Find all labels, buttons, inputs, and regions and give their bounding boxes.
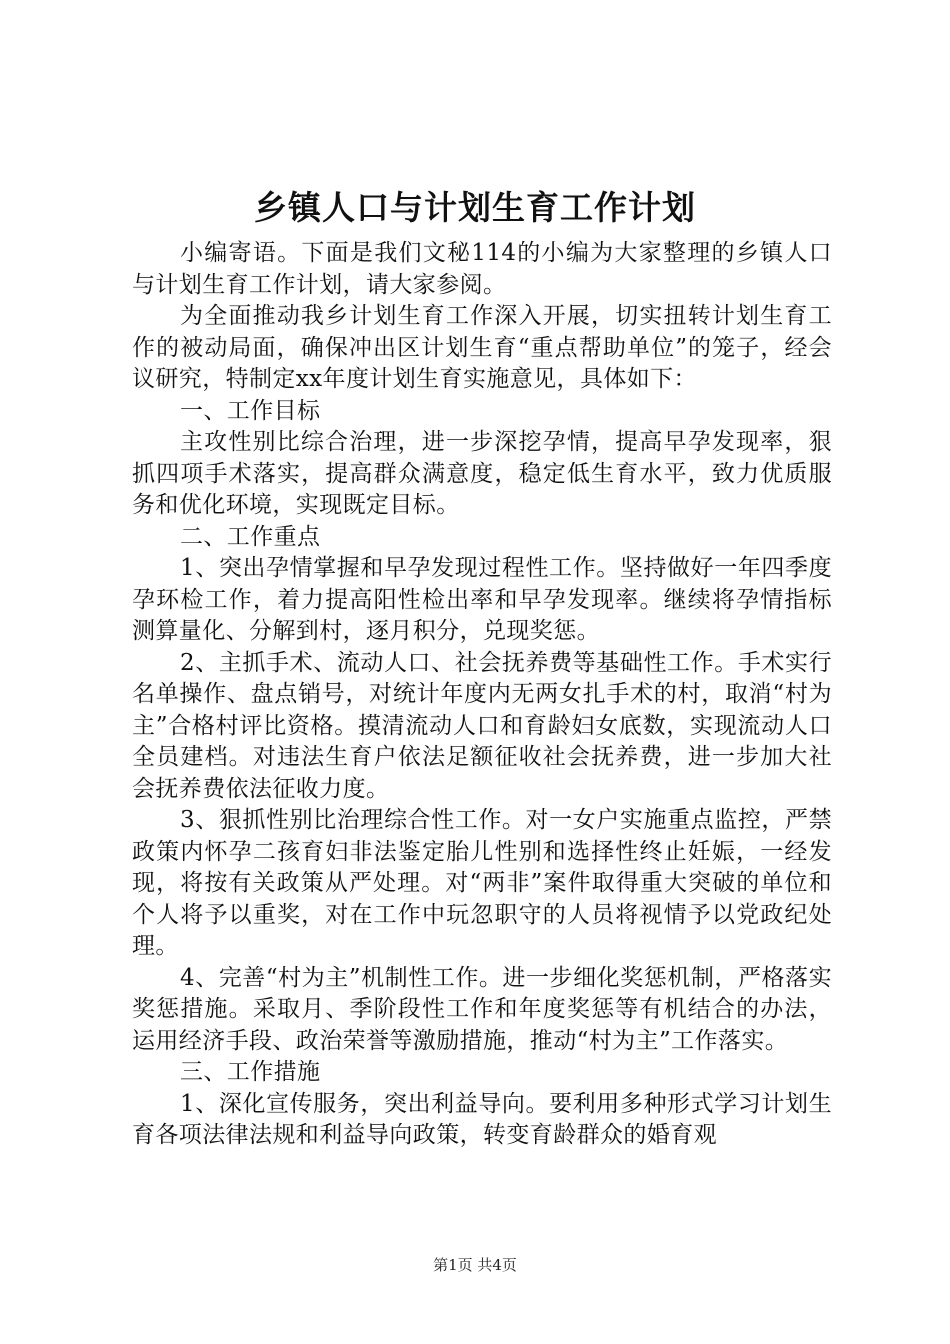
paragraph-priority-4: 4、完善“村为主”机制性工作。进一步细化奖惩机制，严格落实奖惩措施。采取月、季阶段性工作和年度奖惩等有机结合的办法，运用经济手段、政治荣誉等激励措施，推动“村为主”工作落实。 [132, 964, 832, 1054]
page-footer: 第1页 共4页 [433, 1256, 517, 1274]
paragraph-priority-2: 2、主抓手术、流动人口、社会抚养费等基础性工作。手术实行名单操作、盘点销号，对统计年度内无两女扎手术的村，取消“村为主”合格村评比资格。摸清流动人口和育龄妇女底数，实现流动人口全员建档。对违法生育户依法足额征收社会抚养费，进一步加大社会抚养费依法征收力度。 [132, 649, 832, 802]
section-heading-goals: 一、工作目标 [180, 397, 321, 424]
document-title: 乡镇人口与计划生育工作计划 [254, 188, 696, 227]
paragraph-measure-1: 1、深化宣传服务，突出利益导向。要利用多种形式学习计划生育各项法律法规和利益导向政策，转变育龄群众的婚育观 [132, 1090, 832, 1148]
document-body [132, 238, 832, 1152]
section-heading-measures: 三、工作措施 [180, 1059, 321, 1085]
section-heading-priorities: 二、工作重点 [180, 523, 321, 550]
paragraph-priority-1: 1、突出孕情掌握和早孕发现过程性工作。坚持做好一年四季度孕环检工作，着力提高阳性检出率和早孕发现率。继续将孕情指标测算量化、分解到村，逐月积分，兑现奖惩。 [132, 555, 832, 644]
paragraph-purpose: 为全面推动我乡计划生育工作深入开展，切实扭转计划生育工作的被动局面，确保冲出区计划生育“重点帮助单位”的笼子，经会议研究，特制定xx年度计划生育实施意见，具体如下： [132, 303, 832, 392]
paragraph-priority-3: 3、狠抓性别比治理综合性工作。对一女户实施重点监控，严禁政策内怀孕二孩育妇非法鉴定胎儿性别和选择性终止妊娠，一经发现，将按有关政策从严处理。对“两非”案件取得重大突破的单位和个人将予以重奖，对在工作中玩忽职守的人员将视情予以党政纪处理。 [132, 807, 832, 959]
paragraph-goals: 主攻性别比综合治理，进一步深挖孕情，提高早孕发现率，狠抓四项手术落实，提高群众满意度，稳定低生育水平，致力优质服务和优化环境，实现既定目标。 [132, 429, 832, 518]
paragraph-intro: 小编寄语。下面是我们文秘114的小编为大家整理的乡镇人口与计划生育工作计划，请大家参阅。 [132, 240, 832, 298]
